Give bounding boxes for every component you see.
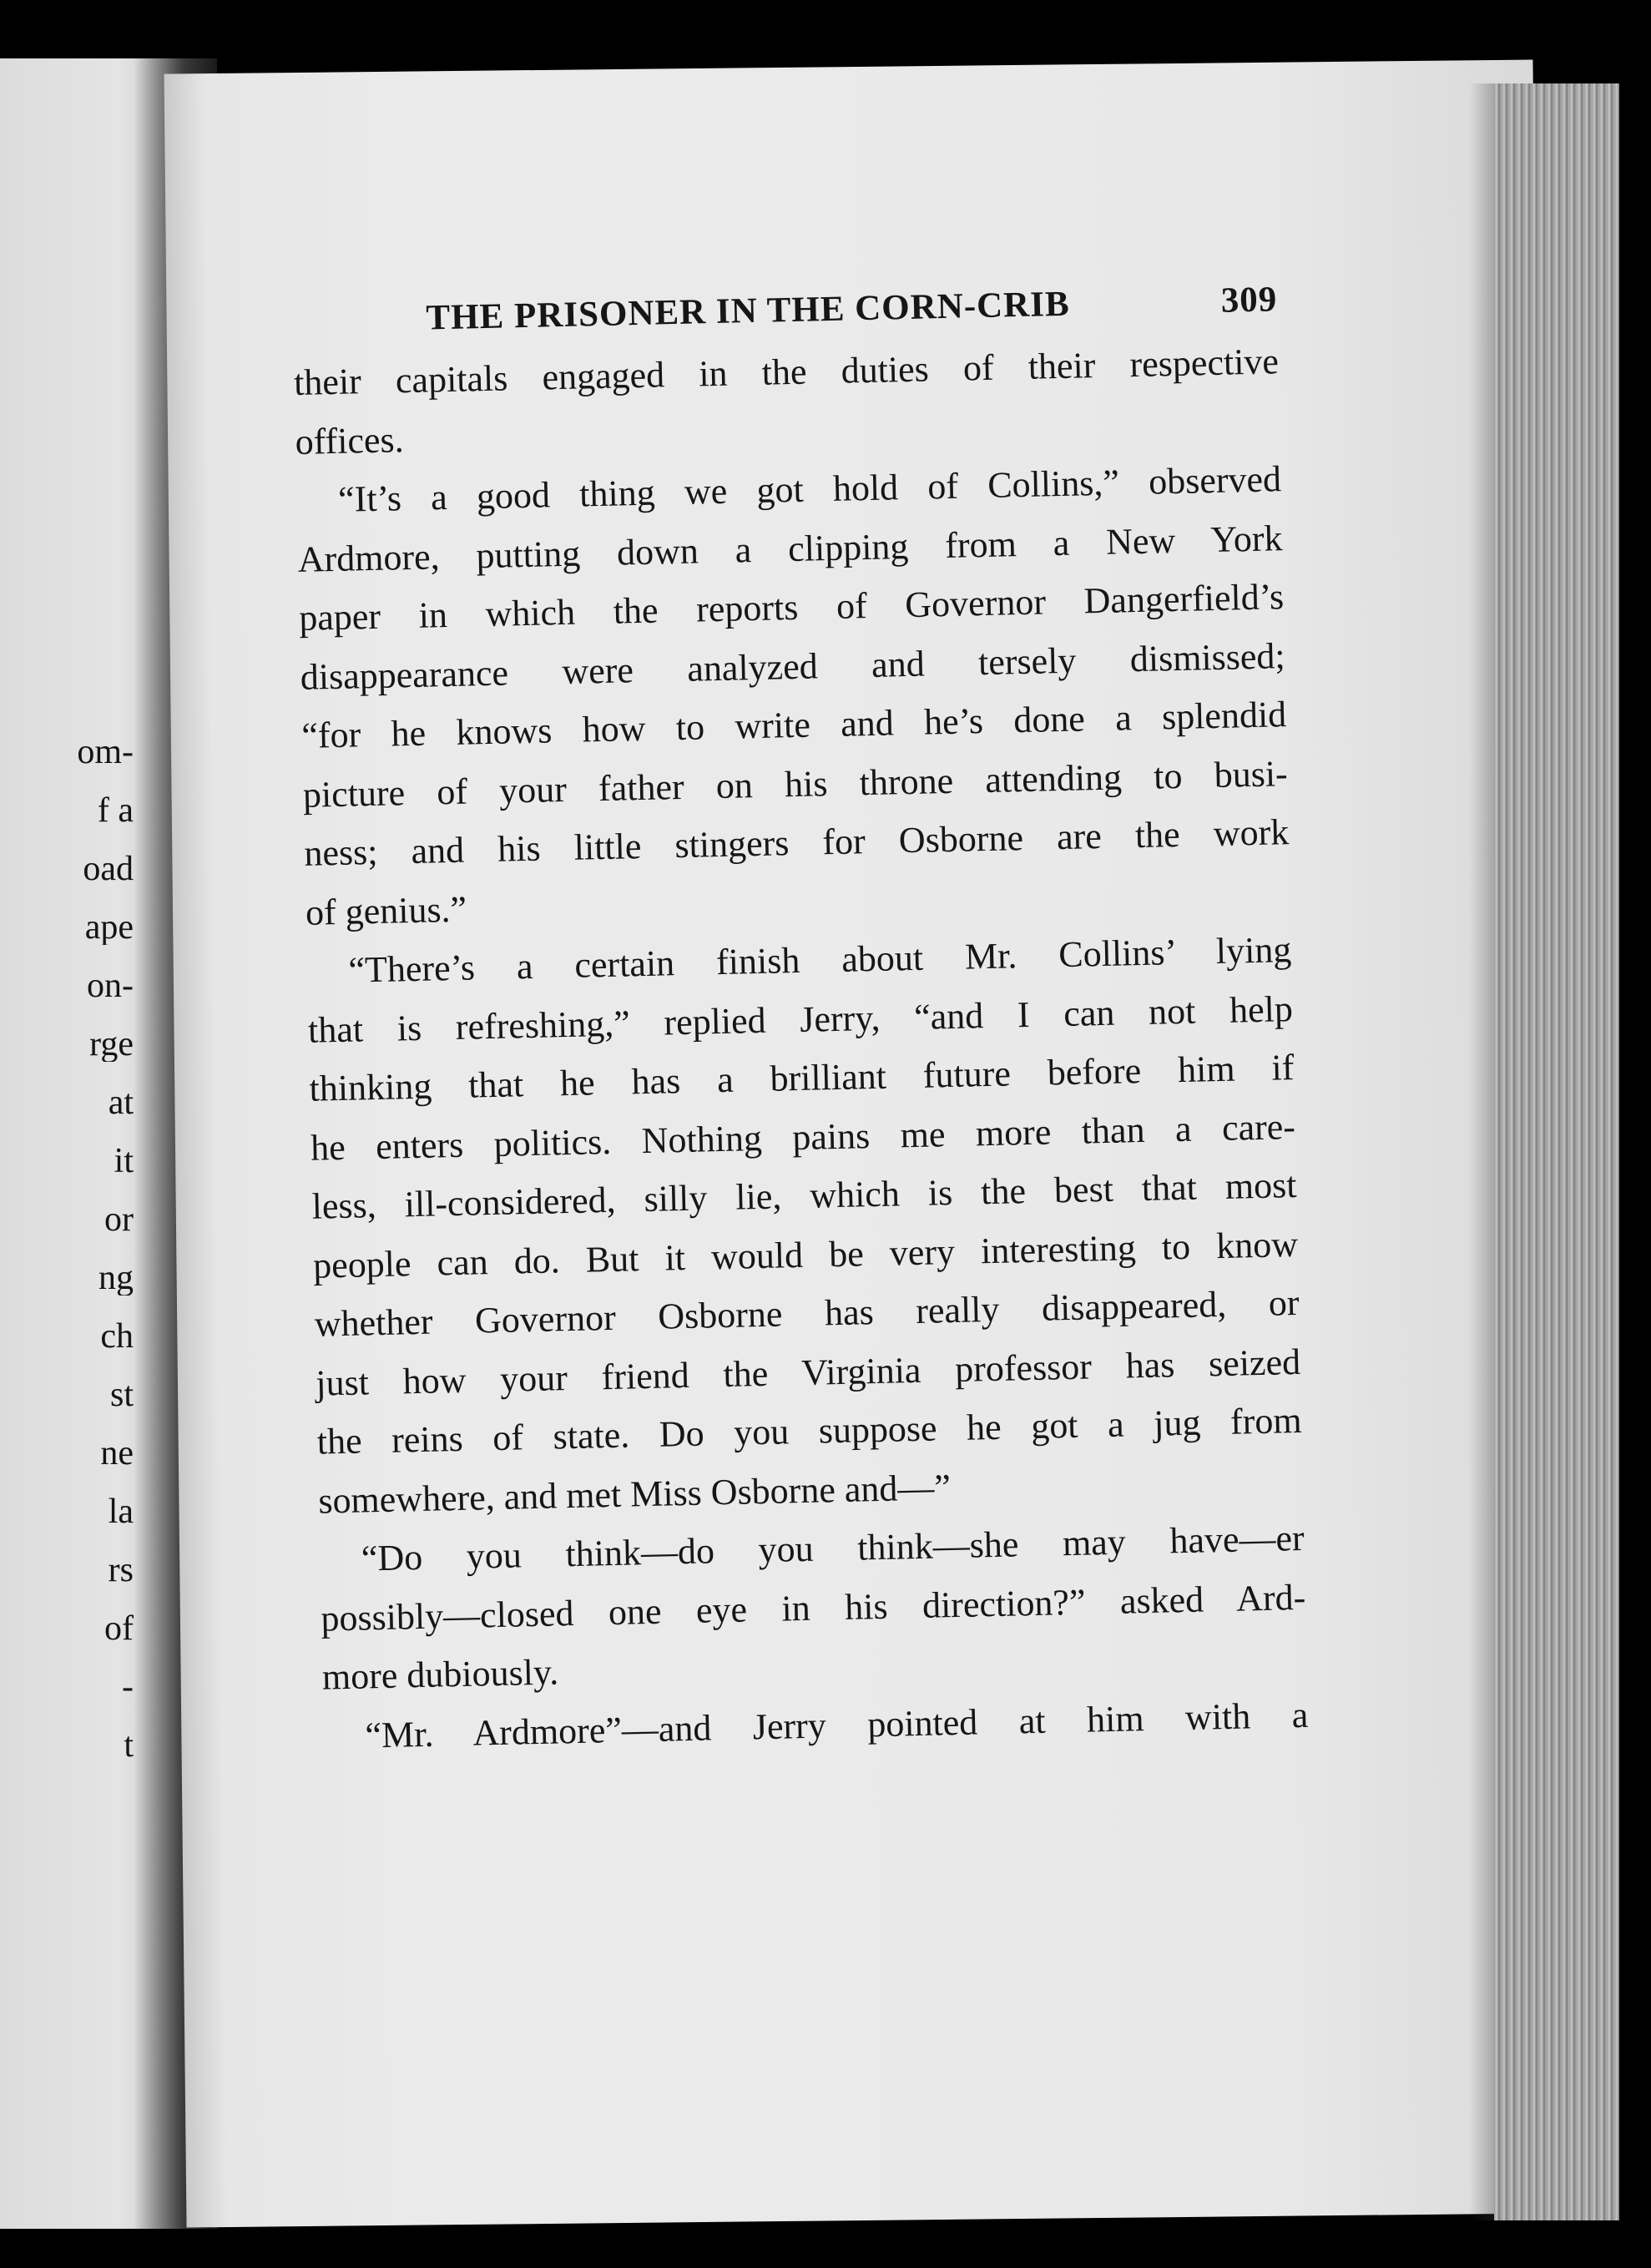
text-line: of genius.” xyxy=(305,888,467,933)
left-text-fragment: oad xyxy=(83,851,134,886)
page-number: 309 xyxy=(1220,280,1278,321)
left-text-fragment: om- xyxy=(77,735,134,770)
page-stack-edge xyxy=(1494,83,1619,2220)
text-line: picture of your father on his throne attending to busi- xyxy=(302,752,1289,816)
text-line: the reins of state. Do you suppose he got a jug from xyxy=(316,1399,1303,1462)
left-text-fragment: at xyxy=(108,1085,134,1120)
left-text-fragment: or xyxy=(104,1202,134,1237)
text-line: disappearance were analyzed and tersely dismissed; xyxy=(300,634,1286,698)
text-line: offices. xyxy=(295,418,405,462)
text-line: “for he knows how to write and he’s done a splendid xyxy=(300,694,1287,756)
left-text-fragment: t xyxy=(124,1728,134,1763)
text-line: Ardmore, putting down a clipping from a New York xyxy=(297,517,1284,580)
text-line: whether Governor Osborne has really disappeared, or xyxy=(314,1281,1300,1345)
text-line: he enters politics. Nothing pains me more than a care- xyxy=(310,1105,1296,1169)
left-text-fragment: rs xyxy=(108,1553,134,1588)
left-text-fragment: la xyxy=(108,1494,134,1529)
left-text-fragment: f a xyxy=(97,793,134,828)
text-line: people can do. But it would be very interesting to know xyxy=(312,1223,1299,1286)
text-line: that is refreshing,” replied Jerry, “and I can not help xyxy=(307,988,1294,1051)
body-text xyxy=(293,332,1309,1765)
text-line: more dubiously. xyxy=(321,1651,559,1698)
text-line: “There’s a certain finish about Mr. Collins’ lying xyxy=(347,929,1292,991)
left-text-fragment: it xyxy=(114,1144,134,1179)
text-line: less, ill-considered, silly lie, which is the best that most xyxy=(311,1164,1297,1227)
left-text-fragment: ch xyxy=(100,1319,134,1354)
text-line: “It’s a good thing we got hold of Collins,” observed xyxy=(337,458,1282,520)
left-text-fragment: st xyxy=(109,1377,134,1412)
text-line: their capitals engaged in the duties of their respective xyxy=(293,341,1280,403)
text-line: “Mr. Ardmore”—and Jerry pointed at him with a xyxy=(364,1694,1309,1755)
left-text-fragment: of xyxy=(104,1611,134,1646)
text-line: thinking that he has a brilliant future before him if xyxy=(309,1047,1295,1109)
text-line: somewhere, and met Miss Osborne and—” xyxy=(317,1466,952,1522)
left-text-fragment: ng xyxy=(98,1260,134,1296)
left-text-fragment: ne xyxy=(100,1436,134,1471)
text-line: possibly—closed one eye in his direction?” asked Ard- xyxy=(320,1576,1306,1639)
left-text-fragment: rge xyxy=(89,1027,134,1062)
left-text-fragment: - xyxy=(122,1669,134,1705)
left-text-fragment: on- xyxy=(87,968,134,1003)
page-text-block xyxy=(292,279,1309,1770)
text-line: paper in which the reports of Governor Dangerfield’s xyxy=(298,576,1285,639)
text-line: just how your friend the Virginia professor has seized xyxy=(315,1341,1301,1404)
running-title: THE PRISONER IN THE CORN-CRIB xyxy=(425,284,1071,338)
text-line: “Do you think—do you think—she may have—er xyxy=(361,1517,1305,1579)
left-text-fragment: ape xyxy=(84,910,134,945)
text-line: ness; and his little stingers for Osborne are the work xyxy=(303,811,1290,874)
